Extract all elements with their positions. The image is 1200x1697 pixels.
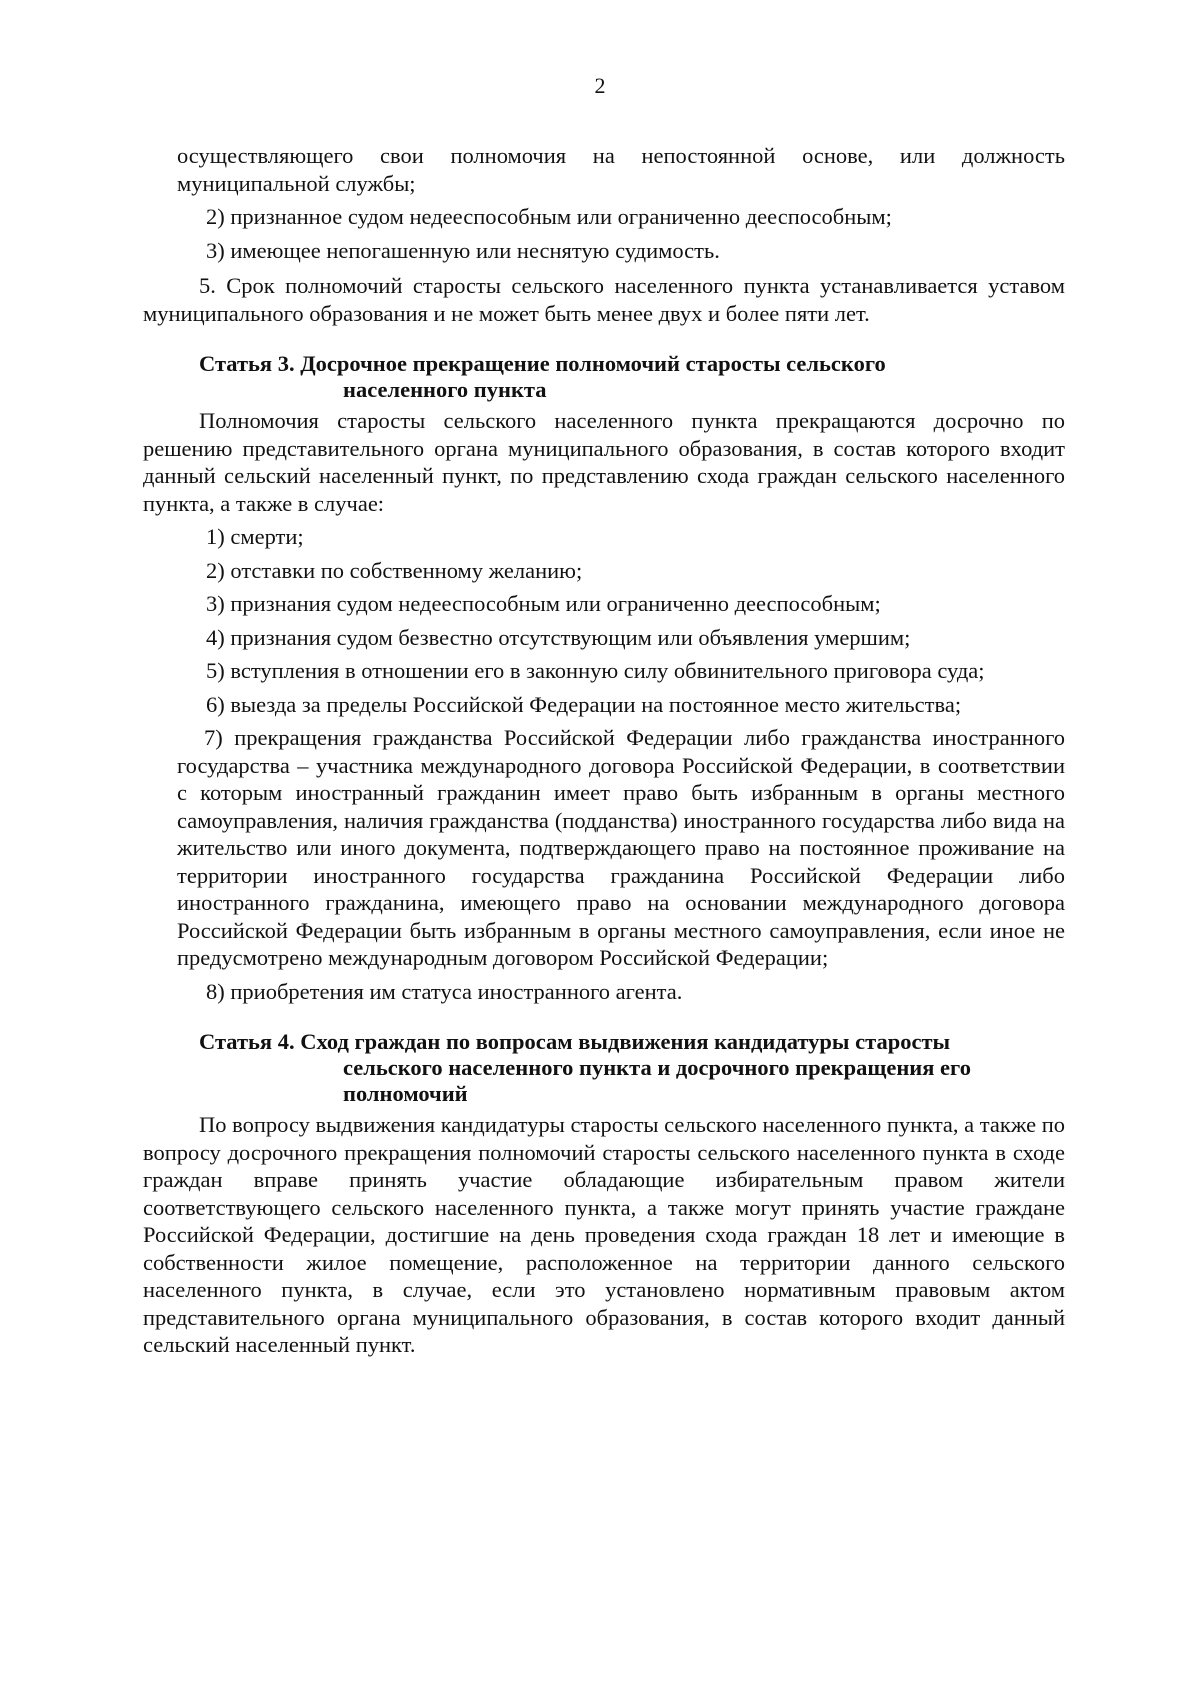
article-4-heading: Статья 4. Сход граждан по вопросам выдвижения кандидатуры старосты сельского населенного пункта и досрочного прекращения его полномочий — [199, 1029, 971, 1106]
article-3-heading: Статья 3. Досрочное прекращение полномочий старосты сельского населенного пункта — [199, 351, 886, 402]
list-item: 2) признанное судом недееспособным или ограниченно дееспособным; — [206, 204, 892, 229]
article-4-body: По вопросу выдвижения кандидатуры старосты сельского населенного пункта, а также по вопросу досрочного прекращения полномочий старосты сельского населенного пункта в сходе граждан вправе принять участие обладающие избирательным правом жители соответствующего сельского населенного пункта, а также могут принять участие граждане Российской Федерации, достигшие на день проведения схода граждан 18 лет и имеющие в собственности жилое помещение, расположенное на территории данного сельского населенного пункта, в случае, если это установлено нормативным правовым актом представительного органа муниципального образования, в состав которого входит данный сельский населенный пункт. — [143, 1112, 1065, 1357]
page-number: 2 — [594, 73, 606, 98]
paragraph-5: 5. Срок полномочий старосты сельского населенного пункта устанавливается уставом муниципального образования и не может быть менее двух и более пяти лет. — [143, 273, 1065, 326]
continued-paragraph: осуществляющего свои полномочия на непостоянной основе, или должность муниципальной службы; — [177, 143, 1065, 196]
list-item: 4) признания судом безвестно отсутствующим или объявления умершим; — [206, 624, 911, 650]
list-item: 3) имеющее непогашенную или неснятую судимость. — [206, 237, 720, 263]
list-item: 2) отставки по собственному желанию; — [206, 557, 583, 583]
list-item: 5) вступления в отношении его в законную силу обвинительного приговора суда; — [206, 658, 985, 683]
list-item: 1) смерти; — [206, 524, 304, 549]
list-item: 3) признания судом недееспособным или ограниченно дееспособным; — [206, 591, 881, 616]
document-body — [143, 142, 1065, 1359]
list-item: 6) выезда за пределы Российской Федерации на постоянное место жительства; — [206, 691, 962, 717]
list-item-7: 7) прекращения гражданства Российской Федерации либо гражданства иностранного государства – участника международного договора Российской Федерации, в соответствии с которым иностранный гражданин имеет право быть избранным в органы местного самоуправления, наличия гражданства (подданства) иностранного государства либо вида на жительство или иного документа, подтверждающего право на постоянное проживание на территории иностранного государства гражданина Российской Федерации либо иностранного гражданина, имеющего право на основании международного договора Российской Федерации быть избранным в органы местного самоуправления, если иное не предусмотрено международным договором Российской Федерации; — [177, 725, 1065, 970]
list-item-8: 8) приобретения им статуса иностранного агента. — [206, 978, 683, 1004]
article-3-intro: Полномочия старосты сельского населенного пункта прекращаются досрочно по решению представительного органа муниципального образования, в состав которого входит данный сельский населенный пункт, по представлению схода граждан сельского населенного пункта, а также в случае: — [143, 408, 1065, 516]
